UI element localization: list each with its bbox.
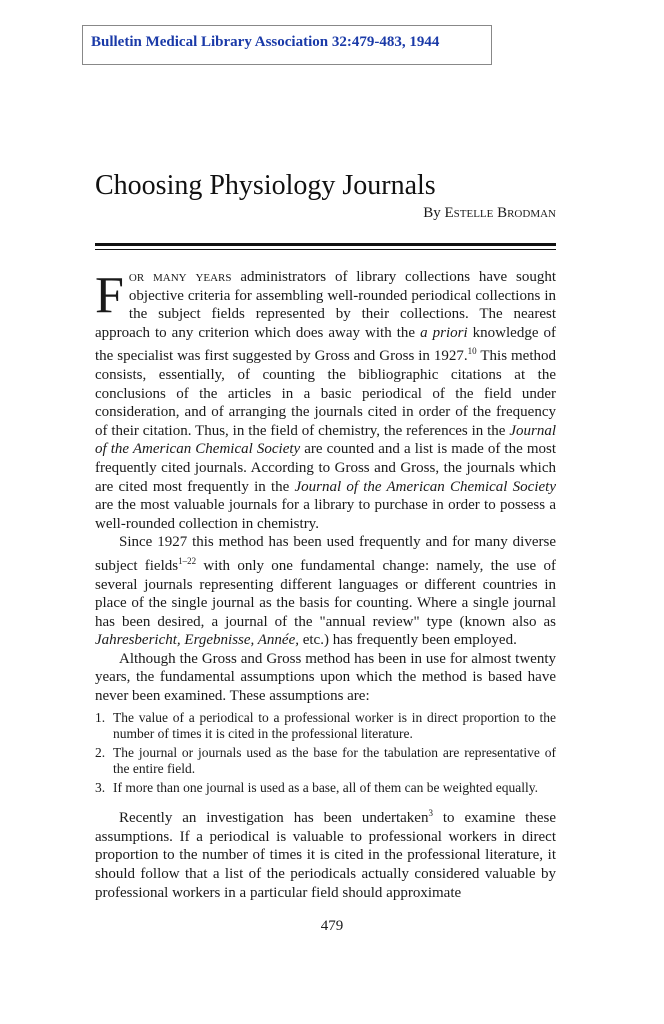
journal-citation-header — [82, 25, 492, 65]
title-rule-thin — [95, 249, 556, 250]
list-item: 3. If more than one journal is used as a base, all of them can be weighted equally. — [95, 779, 538, 795]
list-item: 1. The value of a periodical to a professional worker is in direct proportion to the number of times it is cited in the professional literature. — [95, 709, 556, 742]
paragraph-2: Since 1927 this method has been used frequently and for many diverse subject fields$^{1-22}$ with only one fundamental change: namely, the use of several journals representing different languages or different countries in place of the single journal as the basis for counting. Where a single journal has been desired, a journal of the "annual review" type (known also as Jahresbericht, Ergebnisse, Année, etc.) has frequently been employed. — [95, 534, 556, 649]
citation-text: Bulletin Medical Library Association 32:479-483, 1944 — [91, 34, 440, 50]
paragraph-4: Recently an investigation has been undertaken$^3$ to examine these assumptions. If a periodical is valuable to professional workers in direct proportion to the number of times it is cited in the professional literature, it should follow that a list of the periodicals actually considered valuable by professional workers in a particular field should approximate — [95, 808, 556, 901]
assumptions-list — [95, 710, 556, 797]
byline — [423, 205, 556, 222]
paragraph-1: For many years administrators of library collections have sought objective criteria for assembling well-rounded periodical collections in the subject fields represented by their collections. The nearest approach to any criterion which does away with the a priori knowledge of the specialist was first suggested by Gross and Gross in 1927.10 This method consists, essentially, of counting the bibliographic citations at the conclusions of the articles in a basic periodical of the field under consideration, and of arranging the journals cited in order of the frequency of their citation. Thus, in the field of chemistry, the references in the Journal of the American Chemical Society are counted and a list is made of the most frequently cited journals. According to Gross and Gross, the journals which are cited most frequently in the Journal of the American Chemical Society are the most valuable journals for a library to purchase in order to possess a well-rounded collection in chemistry. — [95, 267, 557, 532]
footnote-ref: 1–22 — [178, 555, 197, 566]
author-name: Estelle Brodman — [444, 205, 556, 221]
paragraph-3: Although the Gross and Gross method has been in use for almost twenty years, the fundamental assumptions upon which the method is based have never been examined. These assumptions are: — [95, 650, 556, 705]
footnote-ref: 3 — [428, 808, 433, 819]
article-title: Choosing Physiology Journals — [95, 170, 436, 201]
page-number: 479 — [320, 918, 344, 934]
byline-prefix: By — [423, 205, 441, 221]
article-body — [95, 268, 556, 902]
drop-cap: F — [95, 267, 124, 324]
footnote-ref: 10 — [467, 346, 477, 357]
title-rule-thick — [95, 243, 556, 246]
lead-in: or many years — [128, 269, 232, 285]
list-item: 2. The journal or journals used as the base for the tabulation are representative of the entire field. — [95, 744, 556, 777]
